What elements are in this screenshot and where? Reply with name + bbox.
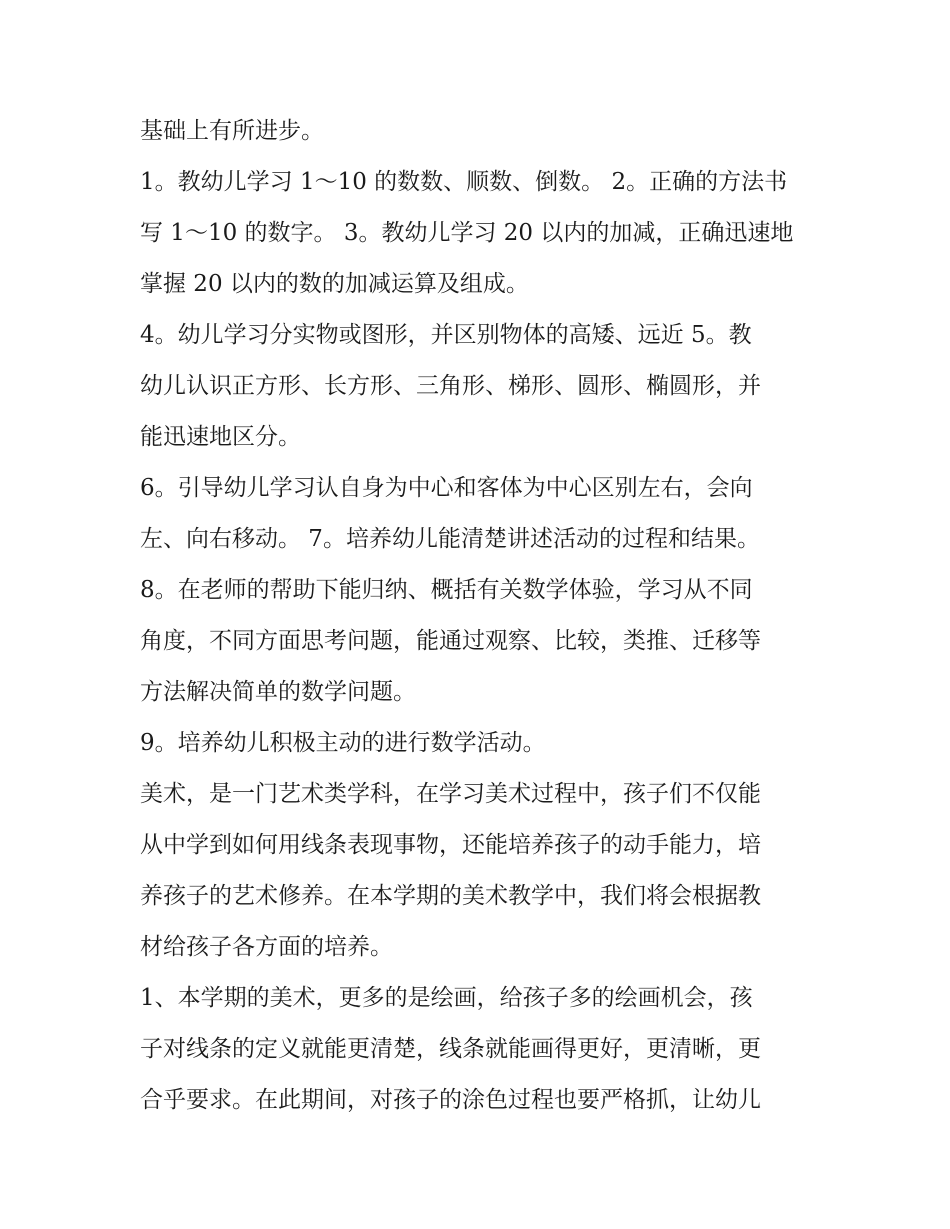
text-line: 养孩子的艺术修养。在本学期的美术教学中，我们将会根据教	[140, 883, 761, 909]
text-line: 写 1～10 的数字。 3。教幼儿学习 20 以内的加减，正确迅速地	[140, 220, 794, 246]
text-line: 方法解决简单的数学问题。	[140, 679, 416, 705]
text-line: 基础上有所进步。	[140, 118, 324, 144]
text-line: 8。在老师的帮助下能归纳、概括有关数学体验，学习从不同	[140, 577, 753, 603]
body-text	[140, 106, 816, 1126]
text-line: 掌握 20 以内的数的加减运算及组成。	[140, 271, 529, 297]
text-line: 4。幼儿学习分实物或图形，并区别物体的高矮、远近 5。教	[140, 322, 752, 348]
text-line: 从中学到如何用线条表现事物，还能培养孩子的动手能力，培	[140, 832, 761, 858]
text-line: 子对线条的定义就能更清楚，线条就能画得更好，更清晰，更	[140, 1036, 761, 1062]
text-line: 幼儿认识正方形、长方形、三角形、梯形、圆形、椭圆形，并	[140, 373, 761, 399]
text-line: 1、本学期的美术，更多的是绘画，给孩子多的绘画机会，孩	[140, 985, 753, 1011]
text-line: 合乎要求。在此期间，对孩子的涂色过程也要严格抓，让幼儿	[140, 1087, 761, 1113]
text-line: 能迅速地区分。	[140, 424, 301, 450]
text-line: 材给孩子各方面的培养。	[140, 934, 393, 960]
text-line: 9。培养幼儿积极主动的进行数学活动。	[140, 730, 546, 756]
text-line: 角度，不同方面思考问题，能通过观察、比较，类推、迁移等	[140, 628, 761, 654]
text-line: 左、向右移动。 7。培养幼儿能清楚讲述活动的过程和结果。	[140, 526, 760, 552]
text-line: 美术，是一门艺术类学科，在学习美术过程中，孩子们不仅能	[140, 781, 761, 807]
text-line: 1。教幼儿学习 1～10 的数数、顺数、倒数。 2。正确的方法书	[140, 169, 788, 195]
text-line: 6。引导幼儿学习认自身为中心和客体为中心区别左右，会向	[140, 475, 753, 501]
